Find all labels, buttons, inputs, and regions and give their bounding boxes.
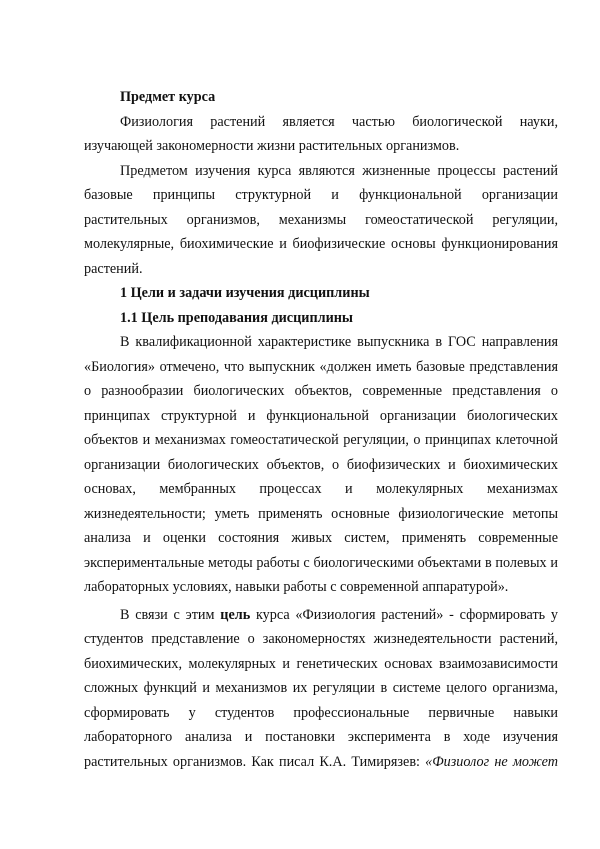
para3-line: принципах структурной и функциональной организации биологических — [84, 407, 558, 424]
para4-last-regular: растительных организмов. Как писал К.А. Тимирязев: — [84, 753, 420, 770]
para4-line: студентов представление о закономерностях жизнедеятельности растений, — [84, 631, 558, 647]
para4-bold-word: цель — [220, 606, 251, 623]
para4-line: биохимических, молекулярных и генетических основах взаимозависимости — [84, 655, 558, 672]
para3-line: лабораторных условиях, навыки работы с современной аппаратурой». — [84, 579, 509, 595]
para4-text-before: В связи с этим — [120, 606, 215, 623]
para3-line: жизнедеятельности; уметь применять основные физиологические метопы — [84, 505, 558, 522]
para2-line: базовые принципы структурной и функциональной организации — [84, 187, 558, 203]
para2-line: растений. — [84, 260, 143, 277]
para3-line: анализа и оценки состояния живых систем, применять современные — [84, 530, 558, 546]
heading-section-1-1: 1.1 Цель преподавания дисциплины — [120, 309, 353, 326]
para3-line: о разнообразии биологических объектов, современные представления о — [84, 383, 558, 399]
para4-line: лабораторного анализа и постановки эксперимента в ходе изучения — [84, 729, 558, 745]
para3-line: основах, мембранных процессах и молекулярных механизмах — [84, 481, 558, 497]
heading-subject: Предмет курса — [120, 89, 216, 105]
para1-line: изучающей закономерности жизни растительных организмов. — [84, 138, 460, 154]
para4-line: сложных функций и механизмов их регуляции в системе целого организма, — [84, 680, 558, 696]
heading-section-1: 1 Цели и задачи изучения дисциплины — [120, 285, 370, 301]
para4-last-italic: «Физиолог не может — [425, 753, 558, 770]
para2-line: Предметом изучения курса являются жизненные процессы растений — [120, 162, 558, 179]
para4-line: сформировать у студентов профессиональные первичные навыки — [84, 704, 558, 721]
para1-line: Физиология растений является частью биологической науки, — [120, 113, 558, 130]
document-body — [84, 85, 558, 774]
para3-line: экспериментальные методы работы с биологическими объектами в полевых и — [84, 554, 558, 571]
para3-line: «Биология» отмечено, что выпускник «должен иметь базовые представления — [84, 358, 558, 375]
para3-line: организации биологических объектов, о биофизических и биохимических — [84, 456, 558, 473]
para4-text-after: курса «Физиология растений» - сформировать у — [255, 606, 558, 623]
para2-line: растительных организмов, механизмы гомеостатической регуляции, — [84, 211, 558, 228]
para4-line-last — [84, 750, 558, 775]
para3-line: объектов и механизмах гомеостатической регуляции, о принципах клеточной — [84, 432, 558, 448]
para4-line-first — [84, 603, 558, 628]
para2-line: молекулярные, биохимические и биофизические основы функционирования — [84, 236, 558, 252]
para3-line: В квалификационной характеристике выпускника в ГОС направления — [120, 334, 558, 350]
